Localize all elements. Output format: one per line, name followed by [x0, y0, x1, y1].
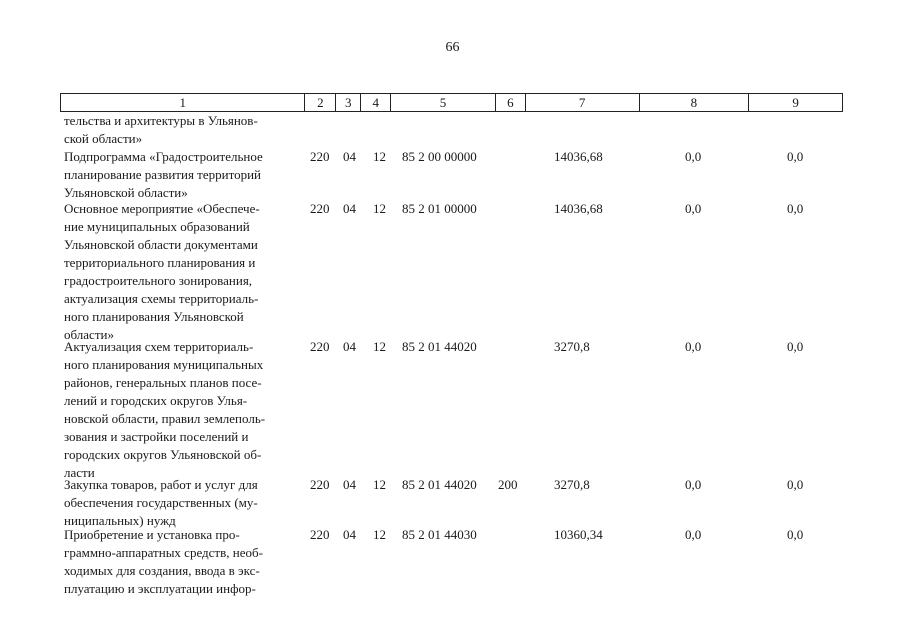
table-header — [60, 93, 843, 112]
cell-col-9: 0,0 — [787, 339, 804, 354]
header-col-2: 2 — [305, 94, 336, 111]
header-col-6: 6 — [496, 94, 526, 111]
description-line: ходимых для создания, ввода в экс- — [64, 563, 260, 578]
description-line: градостроительного зонирования, — [64, 273, 253, 288]
row-description — [64, 148, 300, 202]
cell-col-7: 14036,68 — [554, 201, 603, 216]
row-description — [64, 476, 300, 530]
cell-col-3: 04 — [343, 527, 356, 542]
cell-col-6: 200 — [498, 477, 518, 492]
description-line: ской области» — [64, 131, 143, 146]
header-col-8: 8 — [640, 94, 750, 111]
cell-col-8: 0,0 — [685, 477, 702, 492]
row-description — [64, 338, 300, 482]
cell-col-3: 04 — [343, 339, 356, 354]
description-line: Основное мероприятие «Обеспече- — [64, 201, 260, 216]
description-line: лений и городских округов Улья- — [64, 393, 248, 408]
cell-col-3: 04 — [343, 149, 356, 164]
description-line: ного планирования Ульяновской — [64, 309, 244, 324]
description-line: планирование развития территорий — [64, 167, 261, 182]
cell-col-7: 3270,8 — [554, 477, 590, 492]
cell-col-5: 85 2 01 00000 — [402, 201, 477, 216]
cell-col-8: 0,0 — [685, 527, 702, 542]
cell-col-7: 14036,68 — [554, 149, 603, 164]
header-col-5: 5 — [391, 94, 496, 111]
cell-col-4: 12 — [373, 149, 386, 164]
header-col-9: 9 — [792, 95, 799, 110]
description-line: Приобретение и установка про- — [64, 527, 240, 542]
description-line: граммно-аппаратных средств, необ- — [64, 545, 263, 560]
description-line: Ульяновской области» — [64, 185, 188, 200]
description-line: городских округов Ульяновской об- — [64, 447, 262, 462]
description-line: области» — [64, 327, 114, 342]
cell-col-4: 12 — [373, 527, 386, 542]
row-description — [64, 200, 300, 344]
header-col-4: 4 — [361, 94, 391, 111]
cell-col-2: 220 — [310, 149, 330, 164]
cell-col-5: 85 2 01 44020 — [402, 339, 477, 354]
cell-col-2: 220 — [310, 477, 330, 492]
cell-col-2: 220 — [310, 527, 330, 542]
description-line: ного планирования муниципальных — [64, 357, 264, 372]
cell-col-7: 3270,8 — [554, 339, 590, 354]
description-line: территориального планирования и — [64, 255, 256, 270]
description-line: Актуализация схем территориаль- — [64, 339, 254, 354]
description-line: новской области, правил землеполь- — [64, 411, 266, 426]
cell-col-9: 0,0 — [787, 477, 804, 492]
description-line: Закупка товаров, работ и услуг для — [64, 477, 258, 492]
description-line: обеспечения государственных (му- — [64, 495, 258, 510]
description-line: тельства и архитектуры в Ульянов- — [64, 113, 258, 128]
description-line: ние муниципальных образований — [64, 219, 250, 234]
page-number: 66 — [445, 40, 460, 55]
description-line: плуатацию и эксплуатации инфор- — [64, 581, 256, 596]
cell-col-4: 12 — [373, 201, 386, 216]
cell-col-5: 85 2 00 00000 — [402, 149, 477, 164]
description-line: ласти — [64, 465, 95, 480]
header-col-1: 1 — [61, 94, 305, 111]
header-col-7: 7 — [526, 94, 640, 111]
cell-col-5: 85 2 01 44030 — [402, 527, 477, 542]
cell-col-9: 0,0 — [787, 527, 804, 542]
cell-col-2: 220 — [310, 339, 330, 354]
cell-col-9: 0,0 — [787, 149, 804, 164]
description-line: ниципальных) нужд — [64, 513, 176, 528]
cell-col-3: 04 — [343, 201, 356, 216]
description-line: Ульяновской области документами — [64, 237, 258, 252]
cell-col-8: 0,0 — [685, 149, 702, 164]
header-col-3: 3 — [336, 94, 361, 111]
row-description — [64, 526, 300, 598]
description-line: районов, генеральных планов посе- — [64, 375, 262, 390]
cell-col-3: 04 — [343, 477, 356, 492]
cell-col-4: 12 — [373, 477, 386, 492]
cell-col-7: 10360,34 — [554, 527, 603, 542]
description-line: зования и застройки поселений и — [64, 429, 249, 444]
cell-col-8: 0,0 — [685, 201, 702, 216]
description-line: актуализация схемы территориаль- — [64, 291, 259, 306]
description-line: Подпрограмма «Градостроительное — [64, 149, 263, 164]
cell-col-9: 0,0 — [787, 201, 804, 216]
row-description — [64, 112, 300, 148]
cell-col-5: 85 2 01 44020 — [402, 477, 477, 492]
cell-col-8: 0,0 — [685, 339, 702, 354]
cell-col-4: 12 — [373, 339, 386, 354]
cell-col-2: 220 — [310, 201, 330, 216]
